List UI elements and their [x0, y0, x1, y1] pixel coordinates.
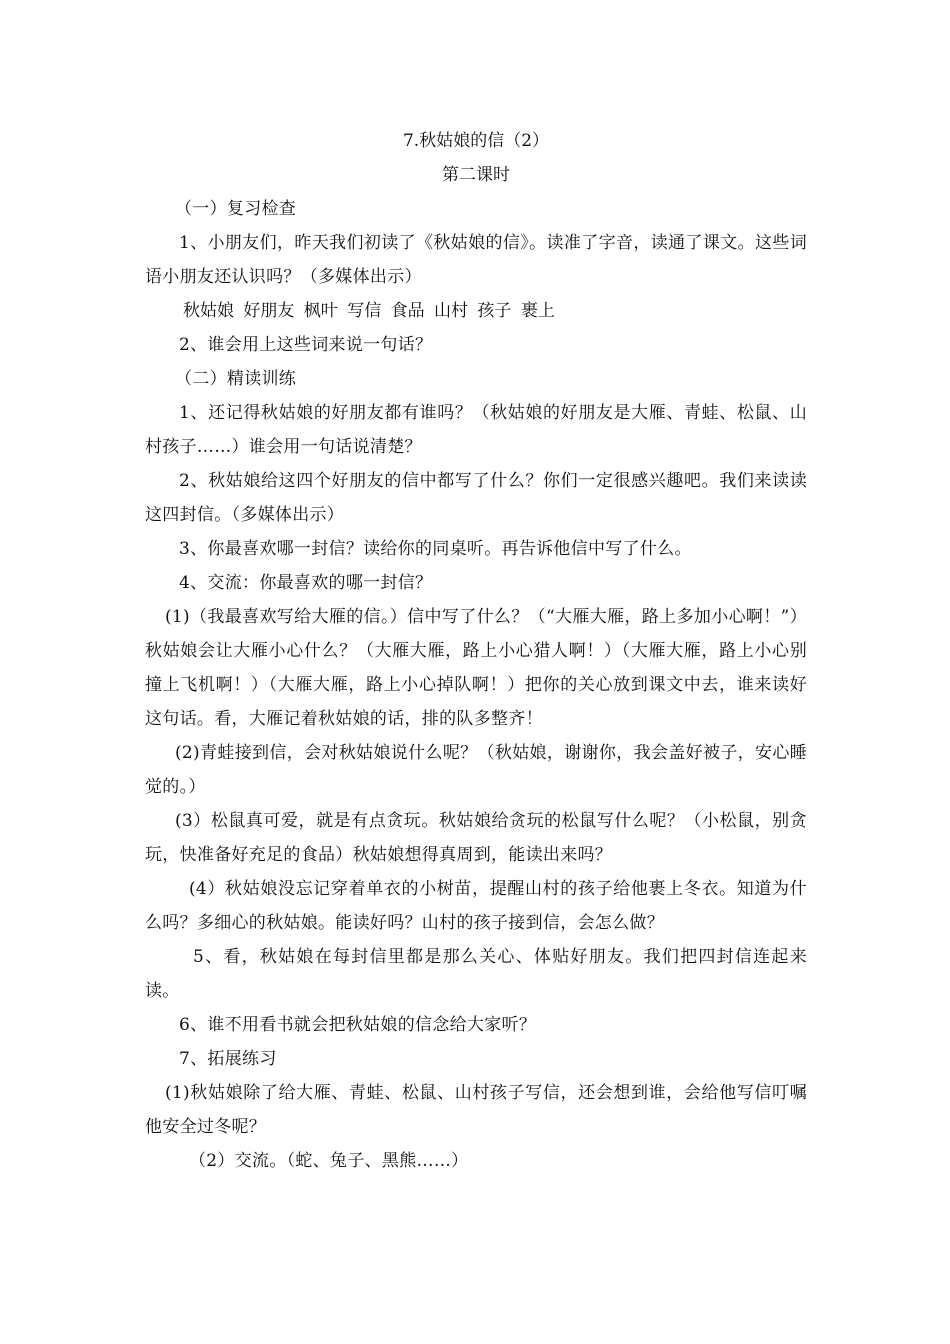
document-title: 7.秋姑娘的信（2）: [402, 131, 550, 151]
paragraph: (3）松鼠真可爱，就是有点贪玩。秋姑娘给贪玩的松鼠写什么呢？（小松鼠，别贪玩，快准备好充足的食品）秋姑娘想得真周到，能读出来吗？: [145, 811, 807, 865]
paragraph: 1、小朋友们，昨天我们初读了《秋姑娘的信》。读准了字音，读通了课文。这些词语小朋友还认识吗？（多媒体出示）: [145, 233, 807, 287]
paragraph: 2、秋姑娘给这四个好朋友的信中都写了什么？你们一定很感兴趣吧。我们来读读这四封信。（多媒体出示）: [145, 471, 807, 525]
paragraph: 7、拓展练习: [179, 1049, 277, 1069]
paragraph: 5、看，秋姑娘在每封信里都是那么关心、体贴好朋友。我们把四封信连起来读。: [145, 947, 807, 1001]
paragraph: (4）秋姑娘没忘记穿着单衣的小树苗，提醒山村的孩子给他裹上冬衣。知道为什么吗？多细心的秋姑娘。能读好吗？山村的孩子接到信，会怎么做？: [145, 879, 807, 933]
paragraph: 2、谁会用上这些词来说一句话？: [179, 335, 433, 355]
vocabulary-list: 秋姑娘 好朋友 枫叶 写信 食品 山村 孩子 裹上: [183, 301, 555, 321]
paragraph: (1)秋姑娘除了给大雁、青蛙、松鼠、山村孩子写信，还会想到谁，会给他写信叮嘱他安全过冬呢？: [145, 1083, 807, 1137]
document-subtitle: 第二课时: [442, 165, 510, 185]
section-heading-review: （一）复习检查: [175, 199, 297, 219]
paragraph: 3、你最喜欢哪一封信？读给你的同桌听。再告诉他信中写了什么。: [179, 539, 692, 559]
document-page: [145, 120, 807, 1178]
paragraph: (1)（我最喜欢写给大雁的信。）信中写了什么？（“大雁大雁，路上多加小心啊！”）秋姑娘会让大雁小心什么？（大雁大雁，路上小心猎人啊！）（大雁大雁，路上小心别撞上飞机啊！）（大雁大雁，路上小心掉队啊！）把你的关心放到课文中去，谁来读好这句话。看，大雁记着秋姑娘的话，排的队多整齐！: [145, 607, 807, 729]
paragraph: (2)青蛙接到信，会对秋姑娘说什么呢？（秋姑娘，谢谢你，我会盖好被子，安心睡觉的。）: [145, 743, 807, 797]
section-heading-reading: （二）精读训练: [175, 369, 297, 389]
paragraph: （2）交流。（蛇、兔子、黑熊……）: [189, 1151, 469, 1171]
paragraph: 4、交流：你最喜欢的哪一封信？: [179, 573, 433, 593]
paragraph: 1、还记得秋姑娘的好朋友都有谁吗？（秋姑娘的好朋友是大雁、青蛙、松鼠、山村孩子……）谁会用一句话说清楚？: [145, 403, 807, 457]
paragraph: 6、谁不用看书就会把秋姑娘的信念给大家听？: [179, 1015, 537, 1035]
